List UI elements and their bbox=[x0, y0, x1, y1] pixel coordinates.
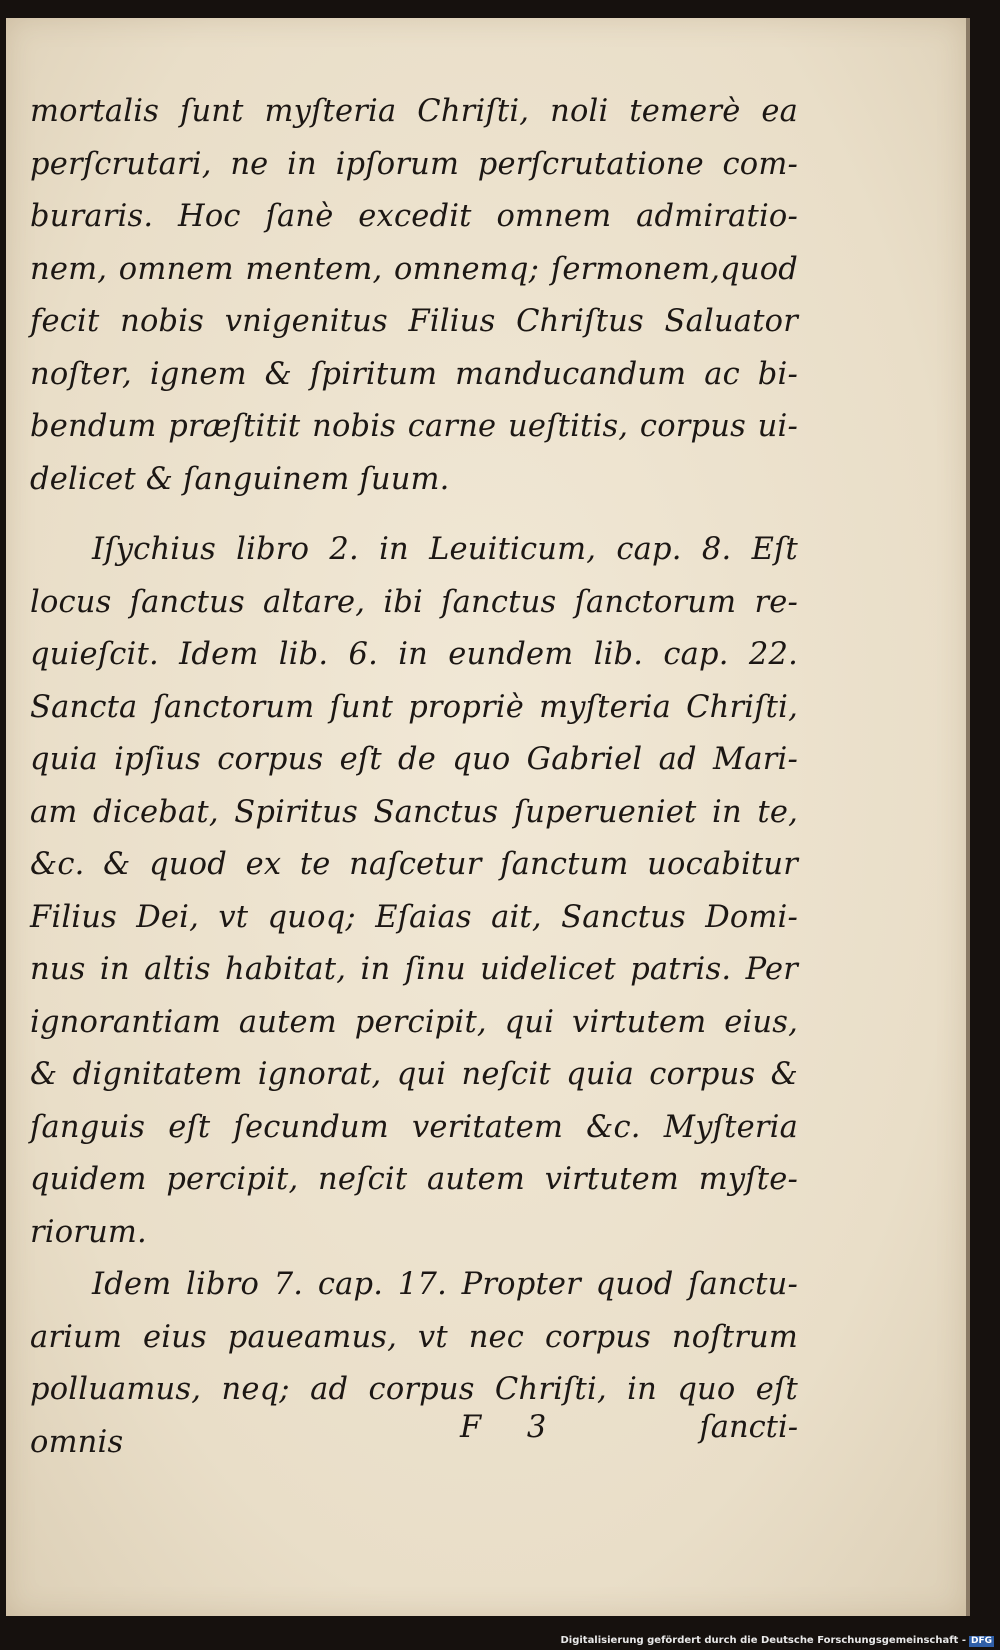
text-line: quia ipſius corpus eſt de quo Gabriel ad Mari- bbox=[30, 742, 798, 777]
paragraph bbox=[30, 86, 798, 506]
text-line: perſcrutari, ne in ipſorum perſcrutatione com- bbox=[30, 146, 798, 182]
text-line: quidem percipit, neſcit autem virtutem myſte- bbox=[30, 1162, 798, 1197]
text-line: ſanguis eſt ſecundum veritatem &c. Myſteria bbox=[30, 1109, 798, 1145]
text-line: locus ſanctus altare, ibi ſanctus ſanctorum re- bbox=[30, 584, 798, 620]
text-line: delicet & ſanguinem ſuum. bbox=[30, 461, 450, 497]
digitization-credit bbox=[560, 1635, 994, 1647]
text-line: buraris. Hoc ſanè excedit omnem admiratio- bbox=[30, 199, 798, 234]
text-line: Filius Dei, vt quoq; Eſaias ait, Sanctus Domi- bbox=[30, 899, 798, 935]
text-line: fecit nobis vnigenitus Filius Chriſtus Saluator bbox=[30, 304, 798, 339]
text-line: quieſcit. Idem lib. 6. in eundem lib. cap. 22. bbox=[30, 637, 798, 672]
text-line: Iſychius libro 2. in Leuiticum, cap. 8. Eſt bbox=[92, 532, 798, 567]
text-line: &c. & quod ex te naſcetur ſanctum uocabitur bbox=[30, 847, 798, 882]
text-line: nus in altis habitat, in ſinu uidelicet patris. Per bbox=[30, 952, 798, 987]
text-line: Idem libro 7. cap. 17. Propter quod ſanctu- bbox=[92, 1267, 798, 1302]
page-footer bbox=[30, 1410, 798, 1462]
text-line: noſter, ignem & ſpiritum manducandum ac bi- bbox=[30, 356, 798, 392]
text-line: Sancta ſanctorum ſunt propriè myſteria Chriſti, bbox=[30, 689, 798, 725]
text-line: polluamus, neq; ad corpus Chriſti, in quo eſt omnis bbox=[30, 1372, 798, 1460]
text-line: riorum. bbox=[30, 1214, 147, 1250]
paragraph bbox=[30, 524, 798, 1259]
text-line: arium eius paueamus, vt nec corpus noſtrum bbox=[30, 1319, 798, 1355]
text-line: & dignitatem ignorat, qui neſcit quia corpus & bbox=[30, 1057, 798, 1092]
book-page bbox=[6, 18, 970, 1616]
dfg-logo: DFG bbox=[970, 1636, 992, 1646]
text-line: bendum præſtitit nobis carne ueſtitis, corpus ui- bbox=[30, 409, 798, 444]
credit-text: Digitalisierung gefördert durch die Deutsche Forschungsgemeinschaft - bbox=[560, 1635, 966, 1646]
text-line: nem, omnem mentem, omnemq; ſermonem,quod bbox=[30, 251, 798, 287]
catchword: ſancti- bbox=[699, 1410, 798, 1445]
text-line: ignorantiam autem percipit, qui virtutem eius, bbox=[30, 1004, 798, 1040]
signature-mark: F 3 bbox=[460, 1410, 565, 1445]
text-line: mortalis ſunt myſteria Chriſti, noli temerè ea bbox=[30, 94, 798, 129]
text-line: am dicebat, Spiritus Sanctus ſuperueniet in te, bbox=[30, 794, 798, 830]
